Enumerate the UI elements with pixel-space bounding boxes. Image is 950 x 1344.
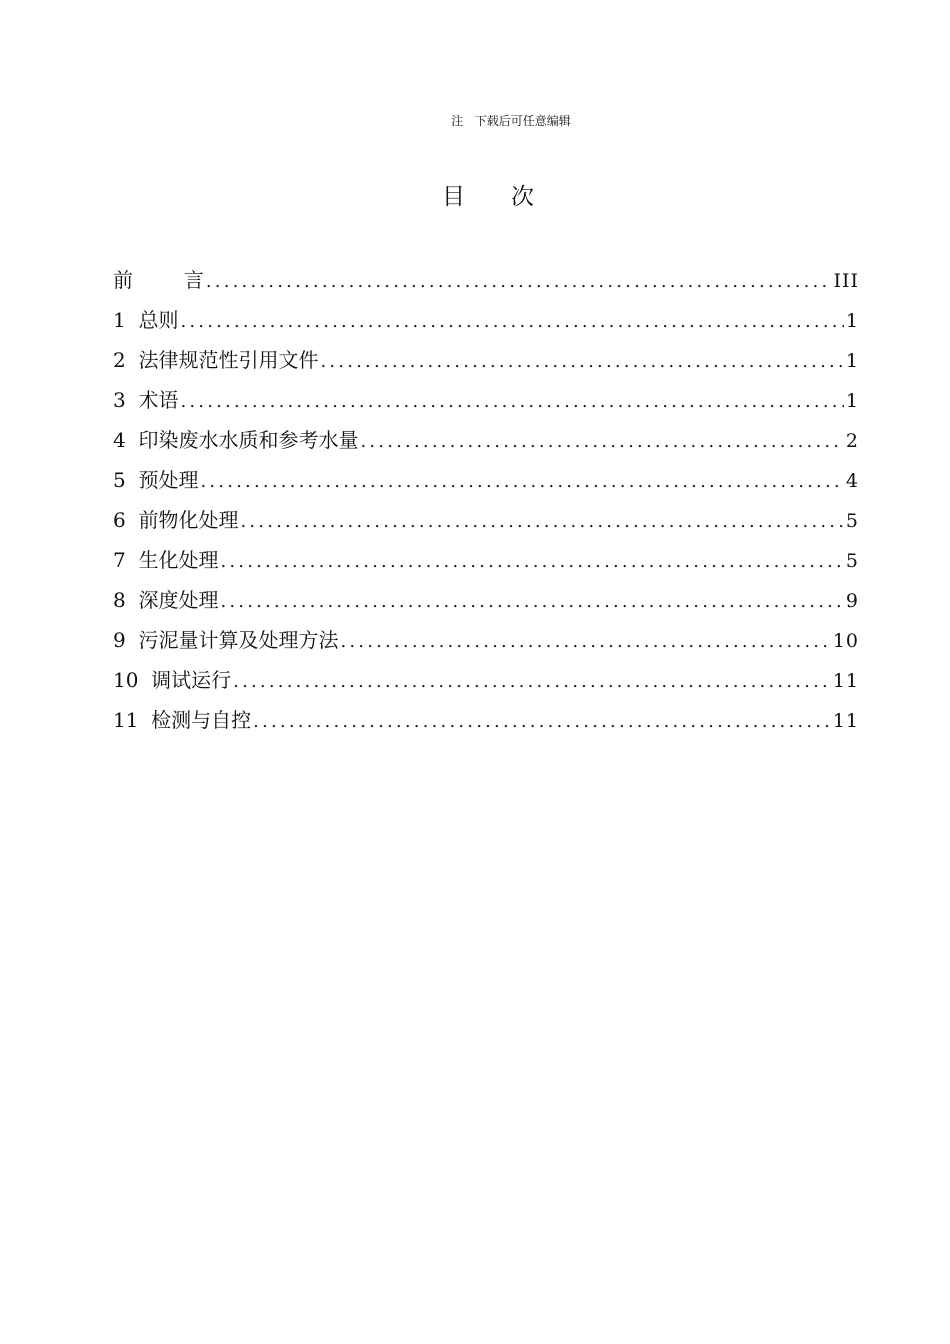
toc-entry[interactable] (113, 340, 859, 380)
toc-entry[interactable] (113, 380, 859, 420)
toc-entry-page: 2 (845, 430, 859, 452)
toc-entry-page: 11 (832, 710, 859, 732)
toc-entry-number: 8 (113, 588, 126, 612)
toc-entry-preface[interactable] (113, 260, 859, 300)
toc-leader-dots (233, 662, 831, 702)
toc-entry-page: III (833, 270, 859, 292)
toc-entry-number: 5 (113, 468, 126, 492)
toc-leader-dots (220, 542, 843, 582)
toc-entry-label: 印染废水水质和参考水量 (138, 428, 359, 452)
toc-entry-page: 11 (832, 670, 859, 692)
toc-entry-label: 前 言 (113, 268, 204, 292)
toc-entry-label: 生化处理 (138, 548, 219, 572)
download-note: 注 下载后可任意编辑 (451, 114, 571, 128)
toc-leader-dots (360, 422, 843, 462)
table-of-contents (113, 260, 859, 740)
toc-entry-label: 污泥量计算及处理方法 (138, 628, 339, 652)
toc-entry-page: 1 (845, 310, 859, 332)
toc-entry[interactable] (113, 460, 859, 500)
toc-entry-page: 5 (845, 550, 859, 572)
toc-entry-page: 1 (845, 350, 859, 372)
toc-entry-number: 4 (113, 428, 126, 452)
toc-entry[interactable] (113, 660, 859, 700)
toc-entry-page: 1 (845, 390, 859, 412)
toc-entry-page: 10 (832, 630, 859, 652)
toc-entry-number: 2 (113, 348, 126, 372)
toc-entry-page: 4 (845, 470, 859, 492)
toc-leader-dots (206, 262, 832, 302)
toc-entry-label: 深度处理 (138, 588, 219, 612)
toc-entry-label: 法律规范性引用文件 (138, 348, 319, 372)
toc-leader-dots (240, 502, 843, 542)
toc-leader-dots (220, 582, 843, 622)
toc-leader-dots (320, 342, 843, 382)
toc-leader-dots (180, 382, 843, 422)
toc-entry[interactable] (113, 580, 859, 620)
toc-entry[interactable] (113, 500, 859, 540)
toc-entry-label: 术语 (138, 388, 179, 412)
toc-entry[interactable] (113, 540, 859, 580)
toc-leader-dots (340, 622, 830, 662)
toc-entry-page: 5 (845, 510, 859, 532)
toc-entry[interactable] (113, 700, 859, 740)
toc-entry-label: 检测与自控 (151, 708, 252, 732)
toc-entry-label: 总则 (138, 308, 179, 332)
toc-entry-number: 7 (113, 548, 126, 572)
toc-entry-number: 6 (113, 508, 126, 532)
toc-entry-page: 9 (845, 590, 859, 612)
toc-entry-number: 9 (113, 628, 126, 652)
toc-leader-dots (180, 302, 843, 342)
toc-leader-dots (200, 462, 843, 502)
toc-entry-number: 1 (113, 308, 126, 332)
toc-entry[interactable] (113, 300, 859, 340)
toc-entry-number: 11 (113, 708, 139, 732)
toc-leader-dots (253, 702, 831, 742)
page-title: 目次 (442, 184, 580, 210)
toc-entry[interactable] (113, 420, 859, 460)
toc-entry[interactable] (113, 620, 859, 660)
toc-entry-number: 3 (113, 388, 126, 412)
toc-entry-label: 预处理 (138, 468, 199, 492)
toc-entry-label: 调试运行 (151, 668, 232, 692)
toc-entry-number: 10 (113, 668, 139, 692)
toc-entry-label: 前物化处理 (138, 508, 239, 532)
